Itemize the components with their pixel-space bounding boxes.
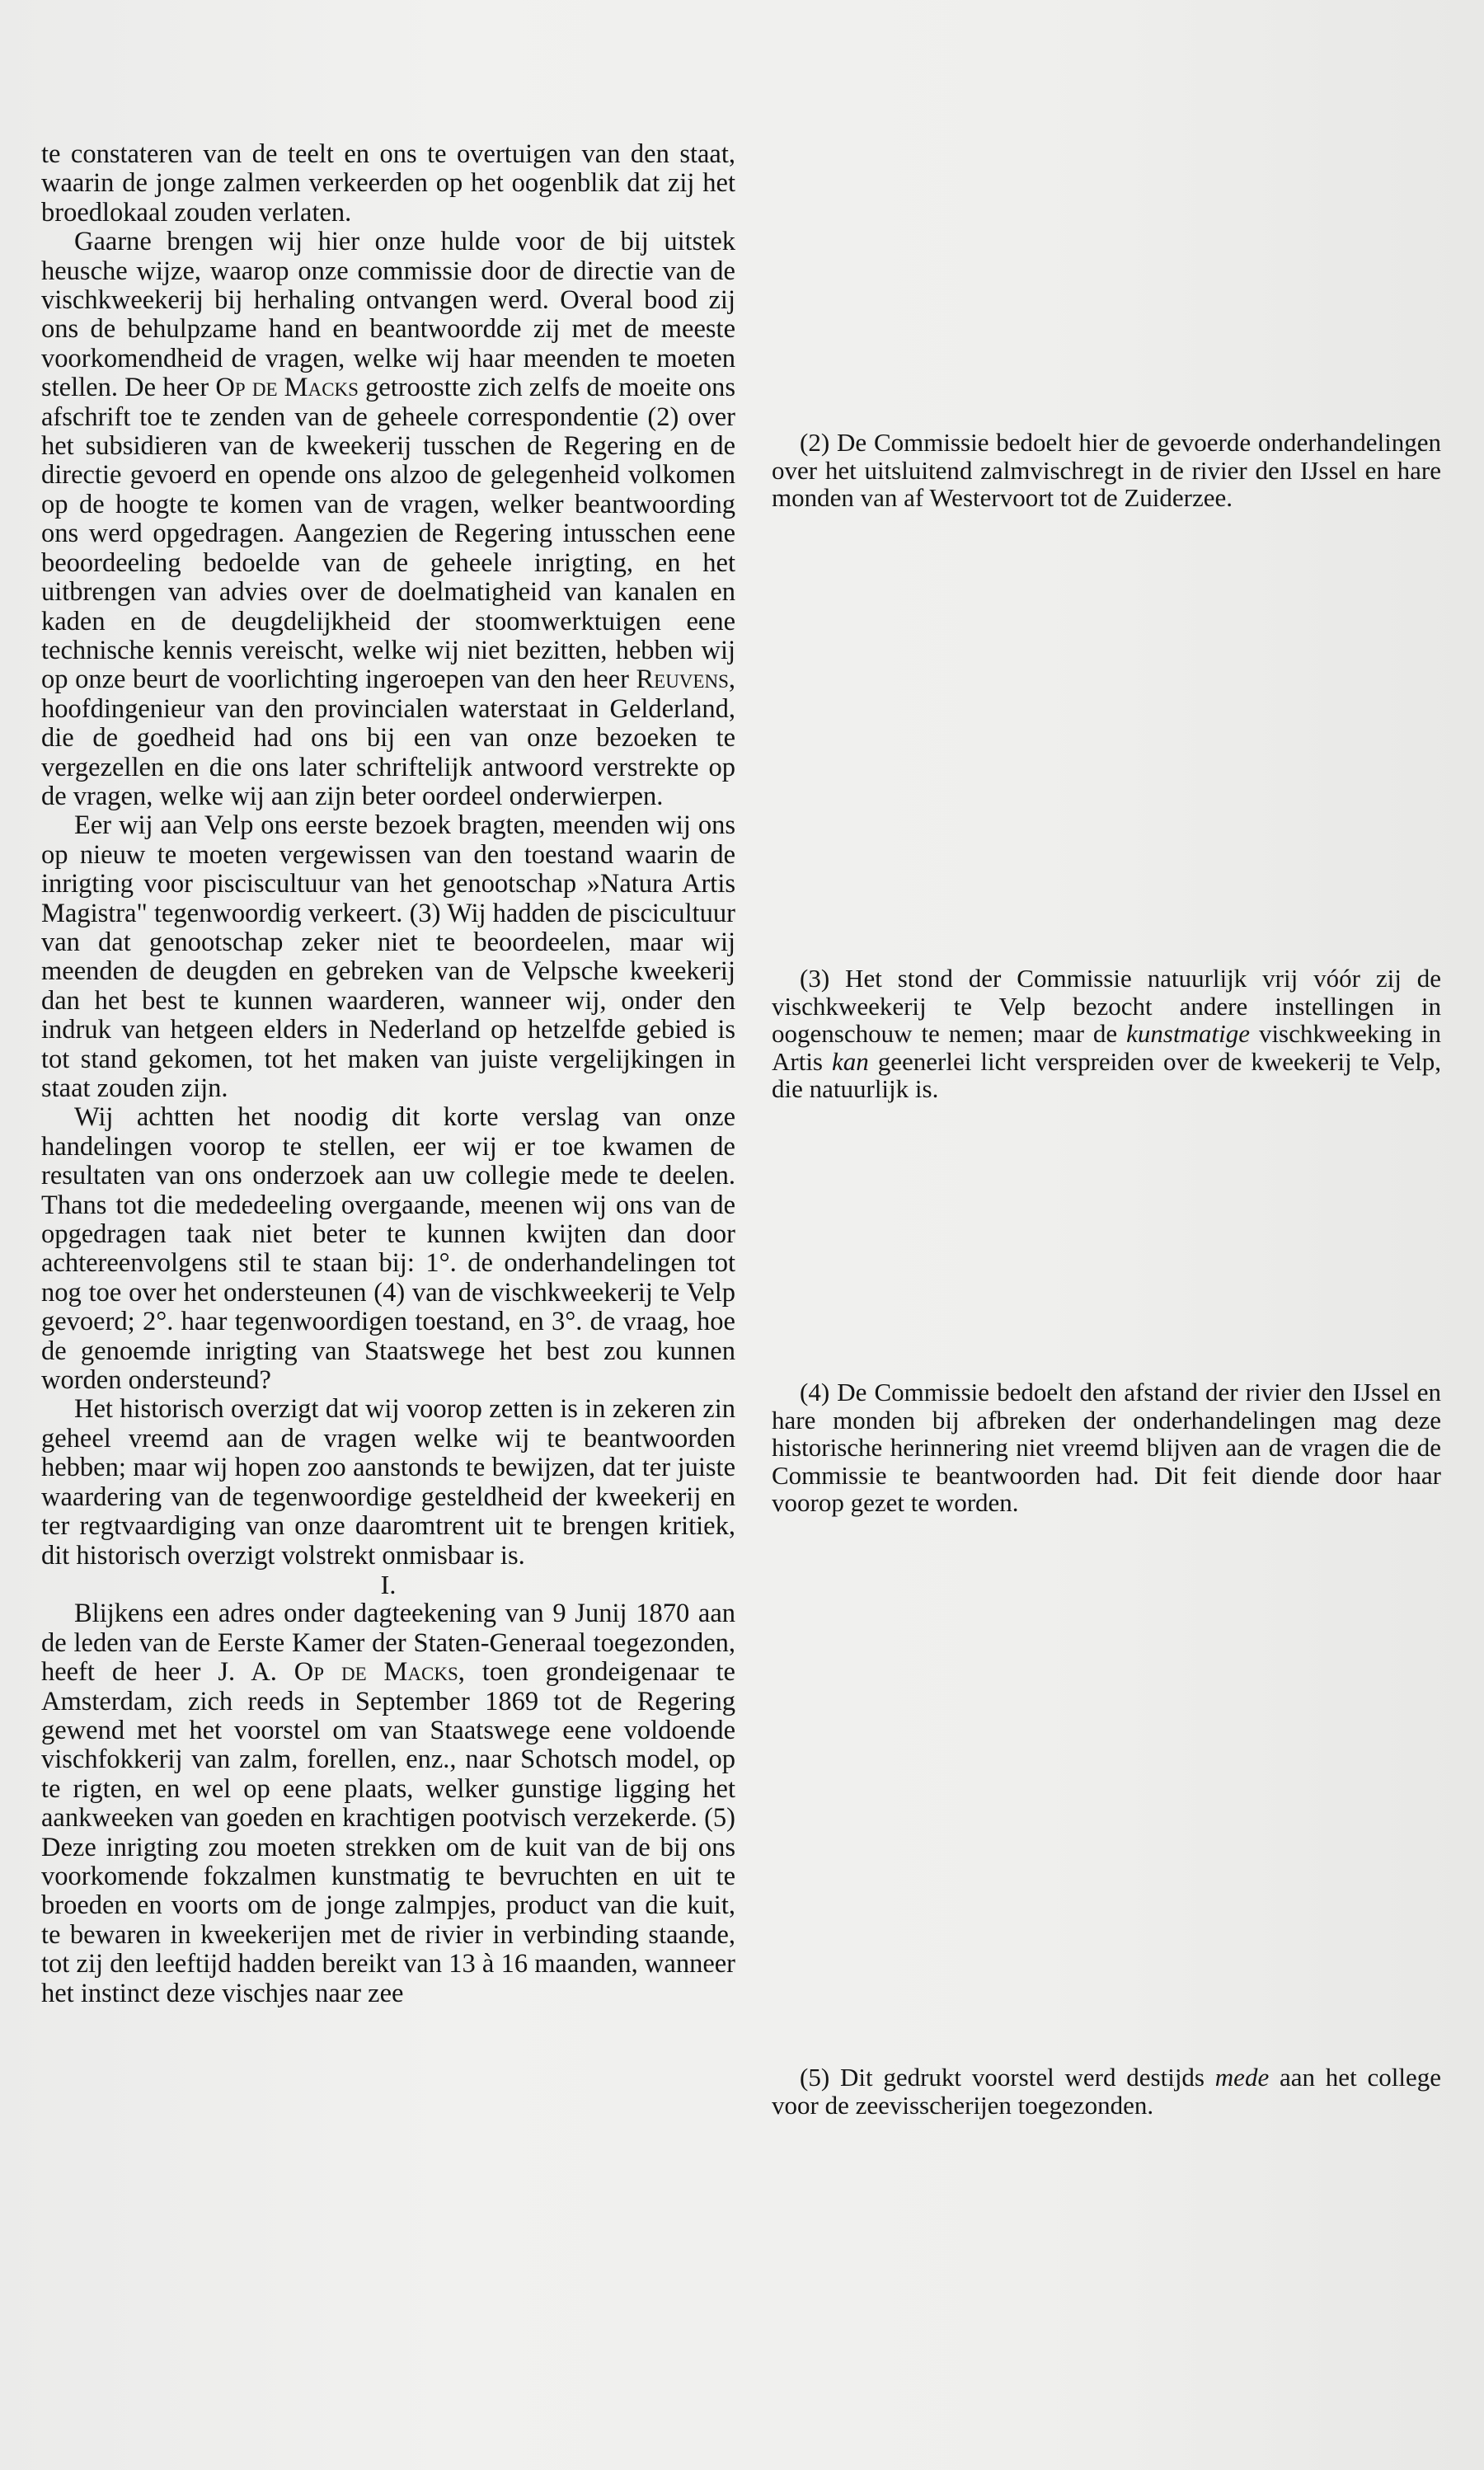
paragraph-4: Wij achtten het noodig dit korte verslag van onze handelingen voorop te stellen, eer wij er toe kwamen de resultaten van ons onderzoek aan uw collegie mede te deelen. Thans tot die mededeeling overgaande, meenen wij ons van de opgedragen taak niet beter te kunnen kwijten dan door achtereenvolgens stil te staan bij: 1°. de onderhandelingen tot nog toe over het ondersteunen (4) van de vischkweekerij te Velp gevoerd; 2°. haar tegenwoordigen toestand, en 3°. de vraag, hoe de genoemde inrigting van Staatswege het best zou kunnen worden ondersteund? <box>41 1102 735 1396</box>
paragraph-6-part-a: Blijkens een adres onder dagteekening van 9 Junij 1870 aan de leden van de Eerste Kamer der Staten-Generaal toegezonden, heeft de heer J. A. <box>41 1599 735 1688</box>
paragraph-6 <box>41 1599 735 2008</box>
paragraph-2-part-a: Gaarne brengen wij hier onze hulde voor de bij uitstek heusche wijze, waarop onze commissie door de directie van de vischkweekerij bij herhaling ontvangen werd. Overal bood zij ons de behulpzame hand en beantwoordde zij met de meeste voorkomendheid de vragen, welke wij haar meenden te moeten stellen. De heer <box>41 227 735 403</box>
paragraph-2-part-c: , hoofdingenieur van den provincialen waterstaat in Gelderland, die de goedheid had ons bij een van onze bezoeken te vergezellen en die ons later schriftelijk antwoord verstrekte op de vragen, welke wij aan zijn beter oordeel onderwierpen. <box>41 664 735 811</box>
footnote-5-part-a: (5) Dit gedrukt voorstel werd destijds <box>800 2063 1215 2092</box>
footnote-3-emphasis-1: kunstmatige <box>1126 1019 1250 1048</box>
person-name-op-de-macks: Op de Macks <box>215 373 359 403</box>
section-heading: I. <box>380 1569 397 1599</box>
footnote-3 <box>772 965 1441 1103</box>
footnote-3-part-a: (3) Het stond der Commissie natuurlijk vrij vóór zij de vischkweekerij te Velp bezocht andere instellingen in oogenschouw te nemen; maar de <box>772 964 1441 1048</box>
footnote-3-part-b: vischkweeking in Artis <box>772 1019 1441 1076</box>
footnote-3-part-c: geenerlei licht verspreiden over de kweekerij te Velp, die natuurlijk is. <box>772 1046 1441 1103</box>
paragraph-2-part-b: getroostte zich zelfs de moeite ons afschrift toe te zenden van de geheele correspondentie (2) over het subsidieren van de kweekerij tusschen de Regering en de directie gevoerd en opende ons alzoo de gelegenheid volkomen op de hoogte te komen van de vragen, welker beantwoording ons werd opgedragen. Aangezien de Regering intusschen eene beoordeeling bedoelde van de geheele inrigting, en het uitbrengen van advies over de doelmatigheid van kanalen en kaden en de deugdelijkheid der stoomwerktuigen eene technische kennis vereischt, welke wij niet bezitten, hebben wij op onze beurt de voorlichting ingeroepen van den heer <box>41 373 736 695</box>
person-name-reuvens: Reuvens <box>636 664 729 695</box>
paragraph-1: te constateren van de teelt en ons te overtuigen van den staat, waarin de jonge zalmen verkeerden op het oogenblik dat zij het broedlokaal zouden verlaten. <box>41 139 735 228</box>
footnote-2: (2) De Commissie bedoelt hier de gevoerde onderhandelingen over het uitsluitend zalmvischregt in de rivier den IJssel en hare monden van af Westervoort tot de Zuiderzee. <box>772 428 1441 512</box>
footnote-5-emphasis: mede <box>1214 2063 1270 2092</box>
paragraph-6-part-b: , toen grondeigenaar te Amsterdam, zich reeds in September 1869 tot de Regering gewend met het voorstel om van Staatswege eene voldoende vischfokkerij van zalm, forellen, enz., naar Schotsch model, op te rigten, en wel op eene plaats, welker gunstige ligging het aankweeken van goeden en krachtigen pootvisch verzekerde. (5) Deze inrigting zou moeten strekken om de kuit van de bij ons voorkomende fokzalmen kunstmatig te bevruchten en uit te broeden en voorts om de jonge zalmpjes, product van die kuit, te bewaren in kweekerijen met de rivier in verbinding staande, tot zij den leeftijd hadden bereikt van 13 à 16 maanden, wanneer het instinct deze vischjes naar zee <box>41 1657 735 2008</box>
person-name-op-de-macks-2: Op de Macks <box>294 1657 458 1688</box>
footnote-5-part-b: aan het college voor de zeevisscherijen toegezonden. <box>772 2063 1441 2120</box>
footnote-5 <box>772 2064 1441 2119</box>
paragraph-2 <box>41 228 735 811</box>
footnote-3-emphasis-2: kan <box>832 1046 869 1076</box>
main-text-column <box>41 140 735 2008</box>
paragraph-5: Het historisch overzigt dat wij voorop zetten is in zekeren zin geheel vreemd aan de vragen welke wij te beantwoorden hebben; maar wij hopen zoo aanstonds te bewijzen, dat ter juiste waardering van de tegenwoordige gesteldheid der kweekerij en ter regtvaardiging van onze daaromtrent uit te brengen kritiek, dit historisch overzigt volstrekt onmisbaar is. <box>41 1394 735 1571</box>
footnote-4: (4) De Commissie bedoelt den afstand der rivier den IJssel en hare monden bij afbreken der onderhandelingen mag deze historische herinnering niet vreemd blijven aan de vragen die de Commissie te beantwoorden had. Dit feit diende door haar voorop gezet te worden. <box>772 1378 1441 1517</box>
paragraph-3: Eer wij aan Velp ons eerste bezoek bragten, meenden wij ons op nieuw te moeten vergewissen van den toestand waarin de inrigting voor pisciscultuur van het genootschap »Natura Artis Magistra" tegenwoordig verkeert. (3) Wij hadden de piscicultuur van dat genootschap zeker niet te beoordeelen, maar wij meenden de deugden en gebreken van de Velpsche kweekerij dan het best te kunnen waarderen, wanneer wij, onder den indruk van hetgeen elders in Nederland op hetzelfde gebied is tot stand gekomen, tot het maken van juiste vergelijkingen in staat zouden zijn. <box>41 810 735 1103</box>
